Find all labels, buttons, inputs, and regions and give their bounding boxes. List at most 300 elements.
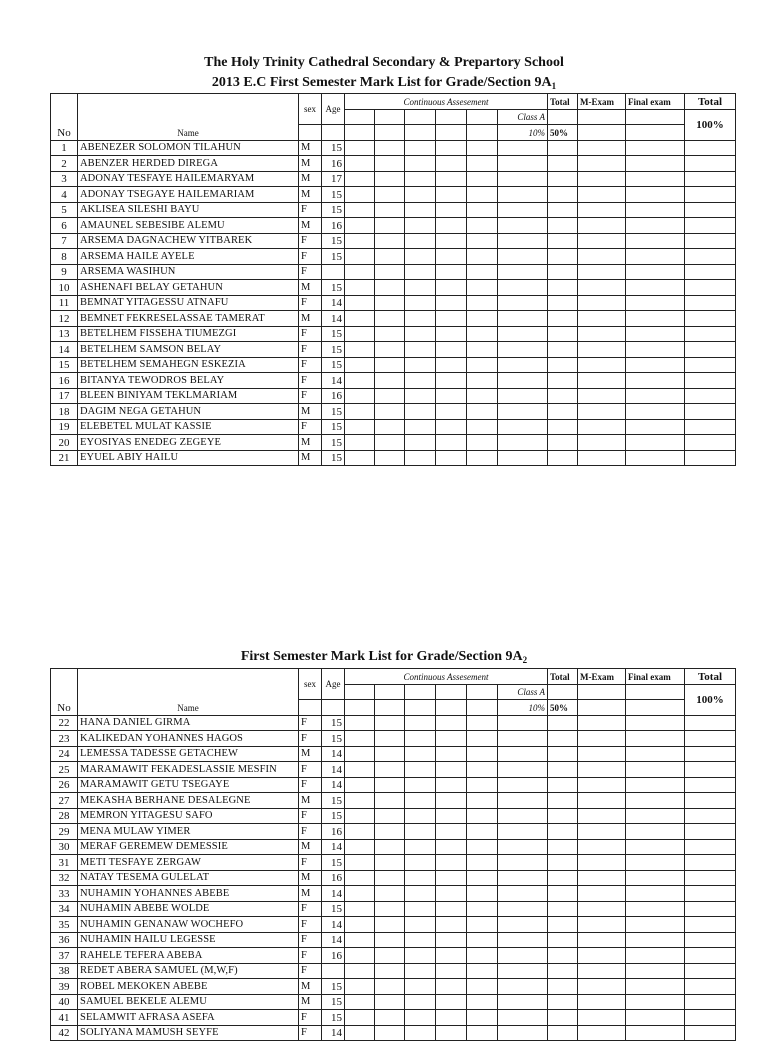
- mark-cell[interactable]: [436, 870, 467, 886]
- mark-cell[interactable]: [345, 870, 375, 886]
- mark-cell[interactable]: [548, 839, 578, 855]
- mark-cell[interactable]: [375, 404, 405, 420]
- mark-cell[interactable]: [345, 295, 375, 311]
- mark-cell[interactable]: [578, 948, 626, 964]
- mark-cell[interactable]: [405, 404, 436, 420]
- mark-cell[interactable]: [578, 419, 626, 435]
- mark-cell[interactable]: [578, 435, 626, 451]
- mark-cell[interactable]: [467, 994, 498, 1010]
- mark-cell[interactable]: [345, 171, 375, 187]
- mark-cell[interactable]: [375, 187, 405, 203]
- mark-cell[interactable]: [405, 839, 436, 855]
- mark-cell[interactable]: [498, 793, 548, 809]
- mark-cell[interactable]: [578, 357, 626, 373]
- mark-cell[interactable]: [685, 746, 736, 762]
- mark-cell[interactable]: [548, 264, 578, 280]
- mark-cell[interactable]: [375, 901, 405, 917]
- mark-cell[interactable]: [405, 156, 436, 172]
- mark-cell[interactable]: [685, 357, 736, 373]
- mark-cell[interactable]: [498, 715, 548, 731]
- mark-cell[interactable]: [405, 373, 436, 389]
- mark-cell[interactable]: [467, 419, 498, 435]
- mark-cell[interactable]: [685, 233, 736, 249]
- mark-cell[interactable]: [436, 264, 467, 280]
- mark-cell[interactable]: [375, 948, 405, 964]
- mark-cell[interactable]: [345, 140, 375, 156]
- mark-cell[interactable]: [375, 963, 405, 979]
- mark-cell[interactable]: [345, 793, 375, 809]
- mark-cell[interactable]: [345, 932, 375, 948]
- mark-cell[interactable]: [467, 326, 498, 342]
- mark-cell[interactable]: [467, 311, 498, 327]
- mark-cell[interactable]: [578, 963, 626, 979]
- mark-cell[interactable]: [685, 824, 736, 840]
- mark-cell[interactable]: [498, 187, 548, 203]
- mark-cell[interactable]: [436, 156, 467, 172]
- mark-cell[interactable]: [405, 357, 436, 373]
- mark-cell[interactable]: [548, 901, 578, 917]
- mark-cell[interactable]: [578, 793, 626, 809]
- mark-cell[interactable]: [626, 419, 685, 435]
- mark-cell[interactable]: [436, 388, 467, 404]
- mark-cell[interactable]: [548, 280, 578, 296]
- mark-cell[interactable]: [548, 450, 578, 466]
- mark-cell[interactable]: [626, 404, 685, 420]
- mark-cell[interactable]: [467, 1025, 498, 1041]
- mark-cell[interactable]: [405, 762, 436, 778]
- mark-cell[interactable]: [685, 886, 736, 902]
- mark-cell[interactable]: [405, 793, 436, 809]
- mark-cell[interactable]: [405, 917, 436, 933]
- mark-cell[interactable]: [685, 435, 736, 451]
- mark-cell[interactable]: [375, 746, 405, 762]
- mark-cell[interactable]: [345, 326, 375, 342]
- mark-cell[interactable]: [685, 808, 736, 824]
- mark-cell[interactable]: [548, 746, 578, 762]
- mark-cell[interactable]: [436, 404, 467, 420]
- mark-cell[interactable]: [548, 311, 578, 327]
- mark-cell[interactable]: [345, 917, 375, 933]
- mark-cell[interactable]: [467, 264, 498, 280]
- mark-cell[interactable]: [498, 963, 548, 979]
- mark-cell[interactable]: [405, 419, 436, 435]
- mark-cell[interactable]: [626, 326, 685, 342]
- mark-cell[interactable]: [436, 979, 467, 995]
- mark-cell[interactable]: [405, 870, 436, 886]
- mark-cell[interactable]: [345, 342, 375, 358]
- mark-cell[interactable]: [578, 932, 626, 948]
- mark-cell[interactable]: [626, 1025, 685, 1041]
- mark-cell[interactable]: [685, 870, 736, 886]
- mark-cell[interactable]: [436, 901, 467, 917]
- mark-cell[interactable]: [345, 419, 375, 435]
- mark-cell[interactable]: [578, 404, 626, 420]
- mark-cell[interactable]: [498, 994, 548, 1010]
- mark-cell[interactable]: [685, 140, 736, 156]
- mark-cell[interactable]: [498, 839, 548, 855]
- mark-cell[interactable]: [548, 404, 578, 420]
- mark-cell[interactable]: [467, 948, 498, 964]
- mark-cell[interactable]: [685, 948, 736, 964]
- mark-cell[interactable]: [685, 994, 736, 1010]
- mark-cell[interactable]: [578, 886, 626, 902]
- mark-cell[interactable]: [626, 948, 685, 964]
- mark-cell[interactable]: [467, 855, 498, 871]
- mark-cell[interactable]: [345, 404, 375, 420]
- mark-cell[interactable]: [626, 793, 685, 809]
- mark-cell[interactable]: [375, 917, 405, 933]
- mark-cell[interactable]: [498, 886, 548, 902]
- mark-cell[interactable]: [345, 808, 375, 824]
- mark-cell[interactable]: [626, 295, 685, 311]
- mark-cell[interactable]: [498, 731, 548, 747]
- mark-cell[interactable]: [626, 855, 685, 871]
- mark-cell[interactable]: [467, 295, 498, 311]
- mark-cell[interactable]: [578, 280, 626, 296]
- mark-cell[interactable]: [375, 731, 405, 747]
- mark-cell[interactable]: [436, 746, 467, 762]
- mark-cell[interactable]: [626, 1010, 685, 1026]
- mark-cell[interactable]: [436, 777, 467, 793]
- mark-cell[interactable]: [548, 1010, 578, 1026]
- mark-cell[interactable]: [345, 901, 375, 917]
- mark-cell[interactable]: [548, 963, 578, 979]
- mark-cell[interactable]: [685, 311, 736, 327]
- mark-cell[interactable]: [467, 171, 498, 187]
- mark-cell[interactable]: [436, 450, 467, 466]
- mark-cell[interactable]: [498, 450, 548, 466]
- mark-cell[interactable]: [467, 450, 498, 466]
- mark-cell[interactable]: [405, 901, 436, 917]
- mark-cell[interactable]: [436, 233, 467, 249]
- mark-cell[interactable]: [345, 264, 375, 280]
- mark-cell[interactable]: [498, 202, 548, 218]
- mark-cell[interactable]: [467, 233, 498, 249]
- mark-cell[interactable]: [578, 917, 626, 933]
- mark-cell[interactable]: [685, 855, 736, 871]
- mark-cell[interactable]: [685, 264, 736, 280]
- mark-cell[interactable]: [548, 156, 578, 172]
- mark-cell[interactable]: [578, 715, 626, 731]
- mark-cell[interactable]: [578, 202, 626, 218]
- mark-cell[interactable]: [436, 311, 467, 327]
- mark-cell[interactable]: [626, 233, 685, 249]
- mark-cell[interactable]: [548, 777, 578, 793]
- mark-cell[interactable]: [375, 264, 405, 280]
- mark-cell[interactable]: [578, 901, 626, 917]
- mark-cell[interactable]: [685, 917, 736, 933]
- mark-cell[interactable]: [467, 762, 498, 778]
- mark-cell[interactable]: [548, 419, 578, 435]
- mark-cell[interactable]: [685, 326, 736, 342]
- mark-cell[interactable]: [405, 249, 436, 265]
- mark-cell[interactable]: [498, 373, 548, 389]
- mark-cell[interactable]: [467, 824, 498, 840]
- mark-cell[interactable]: [498, 777, 548, 793]
- mark-cell[interactable]: [626, 202, 685, 218]
- mark-cell[interactable]: [548, 994, 578, 1010]
- mark-cell[interactable]: [498, 156, 548, 172]
- mark-cell[interactable]: [685, 218, 736, 234]
- mark-cell[interactable]: [578, 1010, 626, 1026]
- mark-cell[interactable]: [548, 793, 578, 809]
- mark-cell[interactable]: [578, 824, 626, 840]
- mark-cell[interactable]: [405, 233, 436, 249]
- mark-cell[interactable]: [405, 280, 436, 296]
- mark-cell[interactable]: [436, 963, 467, 979]
- mark-cell[interactable]: [375, 156, 405, 172]
- mark-cell[interactable]: [626, 373, 685, 389]
- mark-cell[interactable]: [436, 824, 467, 840]
- mark-cell[interactable]: [685, 373, 736, 389]
- mark-cell[interactable]: [375, 824, 405, 840]
- mark-cell[interactable]: [548, 326, 578, 342]
- mark-cell[interactable]: [685, 171, 736, 187]
- mark-cell[interactable]: [375, 218, 405, 234]
- mark-cell[interactable]: [345, 762, 375, 778]
- mark-cell[interactable]: [436, 715, 467, 731]
- mark-cell[interactable]: [405, 388, 436, 404]
- mark-cell[interactable]: [548, 233, 578, 249]
- mark-cell[interactable]: [498, 264, 548, 280]
- mark-cell[interactable]: [685, 839, 736, 855]
- mark-cell[interactable]: [375, 715, 405, 731]
- mark-cell[interactable]: [498, 762, 548, 778]
- mark-cell[interactable]: [467, 886, 498, 902]
- mark-cell[interactable]: [467, 373, 498, 389]
- mark-cell[interactable]: [626, 932, 685, 948]
- mark-cell[interactable]: [548, 886, 578, 902]
- mark-cell[interactable]: [578, 746, 626, 762]
- mark-cell[interactable]: [345, 187, 375, 203]
- mark-cell[interactable]: [405, 326, 436, 342]
- mark-cell[interactable]: [548, 435, 578, 451]
- mark-cell[interactable]: [436, 419, 467, 435]
- mark-cell[interactable]: [626, 870, 685, 886]
- mark-cell[interactable]: [498, 917, 548, 933]
- mark-cell[interactable]: [626, 731, 685, 747]
- mark-cell[interactable]: [405, 948, 436, 964]
- mark-cell[interactable]: [375, 886, 405, 902]
- mark-cell[interactable]: [578, 855, 626, 871]
- mark-cell[interactable]: [436, 994, 467, 1010]
- mark-cell[interactable]: [626, 388, 685, 404]
- mark-cell[interactable]: [498, 140, 548, 156]
- mark-cell[interactable]: [375, 295, 405, 311]
- mark-cell[interactable]: [685, 963, 736, 979]
- mark-cell[interactable]: [685, 762, 736, 778]
- mark-cell[interactable]: [578, 808, 626, 824]
- mark-cell[interactable]: [405, 746, 436, 762]
- mark-cell[interactable]: [498, 932, 548, 948]
- mark-cell[interactable]: [375, 777, 405, 793]
- mark-cell[interactable]: [467, 731, 498, 747]
- mark-cell[interactable]: [467, 793, 498, 809]
- mark-cell[interactable]: [405, 202, 436, 218]
- mark-cell[interactable]: [345, 994, 375, 1010]
- mark-cell[interactable]: [375, 932, 405, 948]
- mark-cell[interactable]: [375, 450, 405, 466]
- mark-cell[interactable]: [405, 435, 436, 451]
- mark-cell[interactable]: [578, 839, 626, 855]
- mark-cell[interactable]: [626, 171, 685, 187]
- mark-cell[interactable]: [375, 388, 405, 404]
- mark-cell[interactable]: [345, 715, 375, 731]
- mark-cell[interactable]: [578, 218, 626, 234]
- mark-cell[interactable]: [375, 855, 405, 871]
- mark-cell[interactable]: [498, 948, 548, 964]
- mark-cell[interactable]: [626, 450, 685, 466]
- mark-cell[interactable]: [436, 839, 467, 855]
- mark-cell[interactable]: [467, 1010, 498, 1026]
- mark-cell[interactable]: [626, 249, 685, 265]
- mark-cell[interactable]: [375, 1025, 405, 1041]
- mark-cell[interactable]: [578, 187, 626, 203]
- mark-cell[interactable]: [405, 777, 436, 793]
- mark-cell[interactable]: [626, 839, 685, 855]
- mark-cell[interactable]: [626, 264, 685, 280]
- mark-cell[interactable]: [345, 746, 375, 762]
- mark-cell[interactable]: [548, 917, 578, 933]
- mark-cell[interactable]: [467, 808, 498, 824]
- mark-cell[interactable]: [626, 311, 685, 327]
- mark-cell[interactable]: [548, 295, 578, 311]
- mark-cell[interactable]: [467, 280, 498, 296]
- mark-cell[interactable]: [345, 388, 375, 404]
- mark-cell[interactable]: [498, 218, 548, 234]
- mark-cell[interactable]: [345, 311, 375, 327]
- mark-cell[interactable]: [467, 963, 498, 979]
- mark-cell[interactable]: [626, 963, 685, 979]
- mark-cell[interactable]: [626, 979, 685, 995]
- mark-cell[interactable]: [436, 357, 467, 373]
- mark-cell[interactable]: [405, 342, 436, 358]
- mark-cell[interactable]: [685, 280, 736, 296]
- mark-cell[interactable]: [467, 435, 498, 451]
- mark-cell[interactable]: [436, 202, 467, 218]
- mark-cell[interactable]: [345, 1025, 375, 1041]
- mark-cell[interactable]: [436, 218, 467, 234]
- mark-cell[interactable]: [578, 994, 626, 1010]
- mark-cell[interactable]: [375, 979, 405, 995]
- mark-cell[interactable]: [375, 249, 405, 265]
- mark-cell[interactable]: [548, 762, 578, 778]
- mark-cell[interactable]: [578, 140, 626, 156]
- mark-cell[interactable]: [498, 824, 548, 840]
- mark-cell[interactable]: [498, 870, 548, 886]
- mark-cell[interactable]: [685, 777, 736, 793]
- mark-cell[interactable]: [685, 156, 736, 172]
- mark-cell[interactable]: [685, 450, 736, 466]
- mark-cell[interactable]: [626, 187, 685, 203]
- mark-cell[interactable]: [498, 326, 548, 342]
- mark-cell[interactable]: [436, 948, 467, 964]
- mark-cell[interactable]: [436, 140, 467, 156]
- mark-cell[interactable]: [467, 746, 498, 762]
- mark-cell[interactable]: [436, 342, 467, 358]
- mark-cell[interactable]: [578, 264, 626, 280]
- mark-cell[interactable]: [548, 979, 578, 995]
- mark-cell[interactable]: [685, 979, 736, 995]
- mark-cell[interactable]: [436, 1025, 467, 1041]
- mark-cell[interactable]: [405, 1025, 436, 1041]
- mark-cell[interactable]: [436, 326, 467, 342]
- mark-cell[interactable]: [345, 435, 375, 451]
- mark-cell[interactable]: [685, 249, 736, 265]
- mark-cell[interactable]: [578, 777, 626, 793]
- mark-cell[interactable]: [498, 808, 548, 824]
- mark-cell[interactable]: [436, 762, 467, 778]
- mark-cell[interactable]: [345, 218, 375, 234]
- mark-cell[interactable]: [436, 187, 467, 203]
- mark-cell[interactable]: [626, 280, 685, 296]
- mark-cell[interactable]: [345, 886, 375, 902]
- mark-cell[interactable]: [548, 187, 578, 203]
- mark-cell[interactable]: [626, 140, 685, 156]
- mark-cell[interactable]: [405, 218, 436, 234]
- mark-cell[interactable]: [548, 357, 578, 373]
- mark-cell[interactable]: [685, 901, 736, 917]
- mark-cell[interactable]: [498, 419, 548, 435]
- mark-cell[interactable]: [375, 419, 405, 435]
- mark-cell[interactable]: [467, 917, 498, 933]
- mark-cell[interactable]: [498, 249, 548, 265]
- mark-cell[interactable]: [548, 249, 578, 265]
- mark-cell[interactable]: [345, 963, 375, 979]
- mark-cell[interactable]: [498, 233, 548, 249]
- mark-cell[interactable]: [345, 839, 375, 855]
- mark-cell[interactable]: [578, 762, 626, 778]
- mark-cell[interactable]: [578, 156, 626, 172]
- mark-cell[interactable]: [498, 280, 548, 296]
- mark-cell[interactable]: [467, 932, 498, 948]
- mark-cell[interactable]: [685, 295, 736, 311]
- mark-cell[interactable]: [626, 156, 685, 172]
- mark-cell[interactable]: [405, 963, 436, 979]
- mark-cell[interactable]: [548, 373, 578, 389]
- mark-cell[interactable]: [436, 1010, 467, 1026]
- mark-cell[interactable]: [498, 342, 548, 358]
- mark-cell[interactable]: [436, 793, 467, 809]
- mark-cell[interactable]: [467, 715, 498, 731]
- mark-cell[interactable]: [578, 373, 626, 389]
- mark-cell[interactable]: [498, 295, 548, 311]
- mark-cell[interactable]: [405, 808, 436, 824]
- mark-cell[interactable]: [467, 249, 498, 265]
- mark-cell[interactable]: [578, 388, 626, 404]
- mark-cell[interactable]: [498, 855, 548, 871]
- mark-cell[interactable]: [626, 218, 685, 234]
- mark-cell[interactable]: [405, 824, 436, 840]
- mark-cell[interactable]: [436, 932, 467, 948]
- mark-cell[interactable]: [578, 870, 626, 886]
- mark-cell[interactable]: [578, 233, 626, 249]
- mark-cell[interactable]: [548, 388, 578, 404]
- mark-cell[interactable]: [685, 1010, 736, 1026]
- mark-cell[interactable]: [345, 450, 375, 466]
- mark-cell[interactable]: [498, 1025, 548, 1041]
- mark-cell[interactable]: [375, 357, 405, 373]
- mark-cell[interactable]: [578, 731, 626, 747]
- mark-cell[interactable]: [375, 793, 405, 809]
- mark-cell[interactable]: [548, 1025, 578, 1041]
- mark-cell[interactable]: [467, 140, 498, 156]
- mark-cell[interactable]: [467, 156, 498, 172]
- mark-cell[interactable]: [345, 249, 375, 265]
- mark-cell[interactable]: [685, 187, 736, 203]
- mark-cell[interactable]: [375, 311, 405, 327]
- mark-cell[interactable]: [548, 342, 578, 358]
